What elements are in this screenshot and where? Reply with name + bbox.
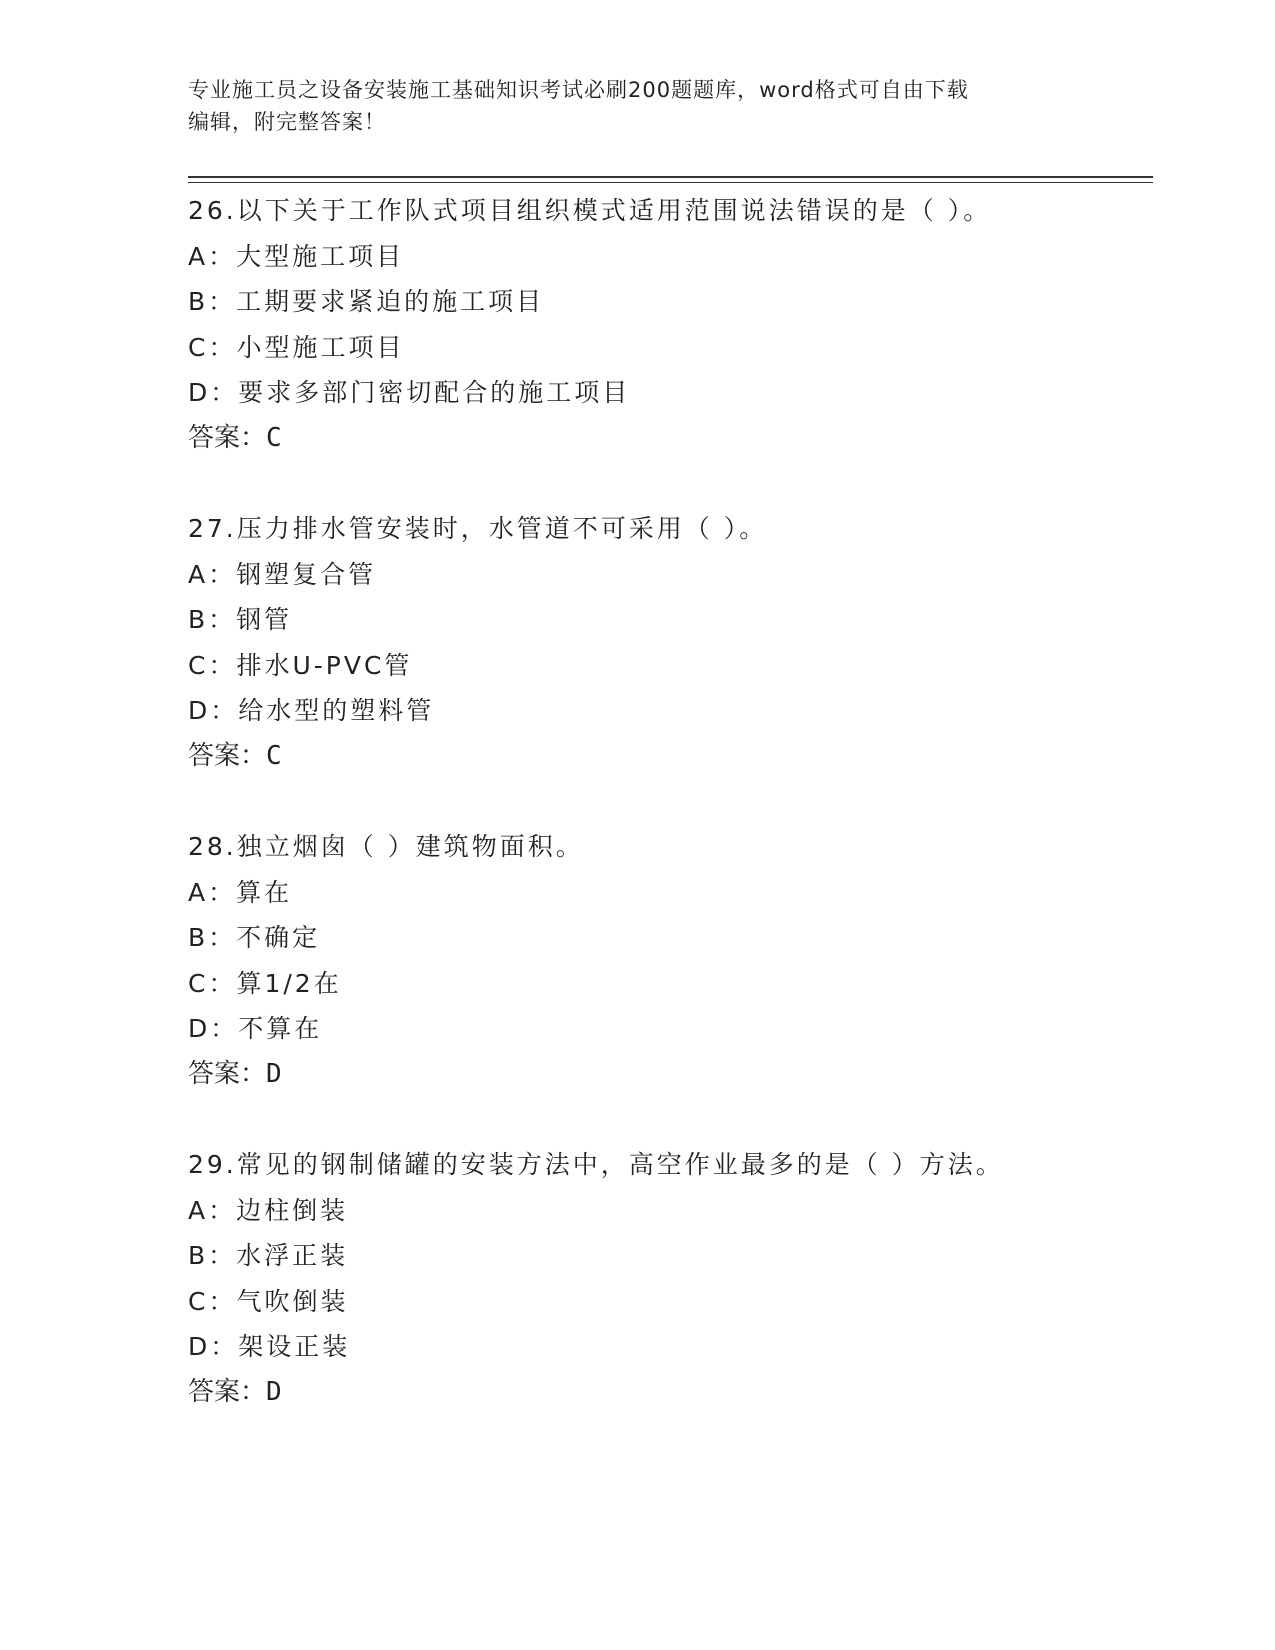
- answer-line: [188, 734, 1153, 780]
- option-b: B：水浮正装: [188, 1241, 349, 1270]
- question-27: [188, 506, 1153, 779]
- option-b: B：工期要求紧迫的施工项目: [188, 287, 545, 316]
- option-b: B：钢管: [188, 605, 293, 634]
- answer-label: 答案：: [188, 740, 267, 771]
- option-a: A：钢塑复合管: [188, 559, 377, 589]
- option-d: D：架设正装: [188, 1332, 351, 1361]
- header-divider-thick: [188, 176, 1153, 178]
- answer-line: [188, 1370, 1153, 1416]
- question-list: [188, 188, 1153, 1460]
- option-d: D：不算在: [188, 1014, 323, 1043]
- header-line-1: 专业施工员之设备安装施工基础知识考试必刷200题题库，word格式可自由下载: [188, 78, 969, 102]
- question-stem: 29.常见的钢制储罐的安装方法中，高空作业最多的是（ ）方法。: [188, 1150, 1004, 1179]
- question-28: [188, 824, 1153, 1097]
- option-a: A：大型施工项目: [188, 241, 405, 271]
- answer-value: D: [266, 1058, 282, 1089]
- option-a: A：边柱倒装: [188, 1195, 349, 1225]
- question-29: [188, 1142, 1153, 1415]
- answer-value: C: [266, 740, 282, 771]
- option-c: C：小型施工项目: [188, 332, 405, 362]
- question-stem: 26.以下关于工作队式项目组织模式适用范围说法错误的是（ ）。: [188, 196, 992, 225]
- option-b: B：不确定: [188, 923, 321, 952]
- option-c: C：气吹倒装: [188, 1286, 349, 1316]
- option-c: C：算1/2在: [188, 968, 342, 998]
- answer-label: 答案：: [188, 422, 267, 453]
- answer-label: 答案：: [188, 1058, 267, 1089]
- answer-label: 答案：: [188, 1376, 267, 1407]
- option-d: D：给水型的塑料管: [188, 696, 435, 725]
- answer-line: [188, 416, 1153, 462]
- question-26: [188, 188, 1153, 461]
- answer-line: [188, 1052, 1153, 1098]
- question-stem: 27.压力排水管安装时，水管道不可采用（ ）。: [188, 514, 768, 543]
- header-divider-thin: [188, 182, 1153, 183]
- document-header: [188, 74, 1088, 138]
- option-a: A：算在: [188, 877, 293, 907]
- option-c: C：排水U-PVC管: [188, 650, 413, 680]
- option-d: D：要求多部门密切配合的施工项目: [188, 378, 631, 407]
- header-line-2: 编辑，附完整答案！: [188, 110, 386, 134]
- question-stem: 28.独立烟囱（ ）建筑物面积。: [188, 832, 584, 861]
- answer-value: D: [266, 1376, 282, 1407]
- answer-value: C: [266, 422, 282, 453]
